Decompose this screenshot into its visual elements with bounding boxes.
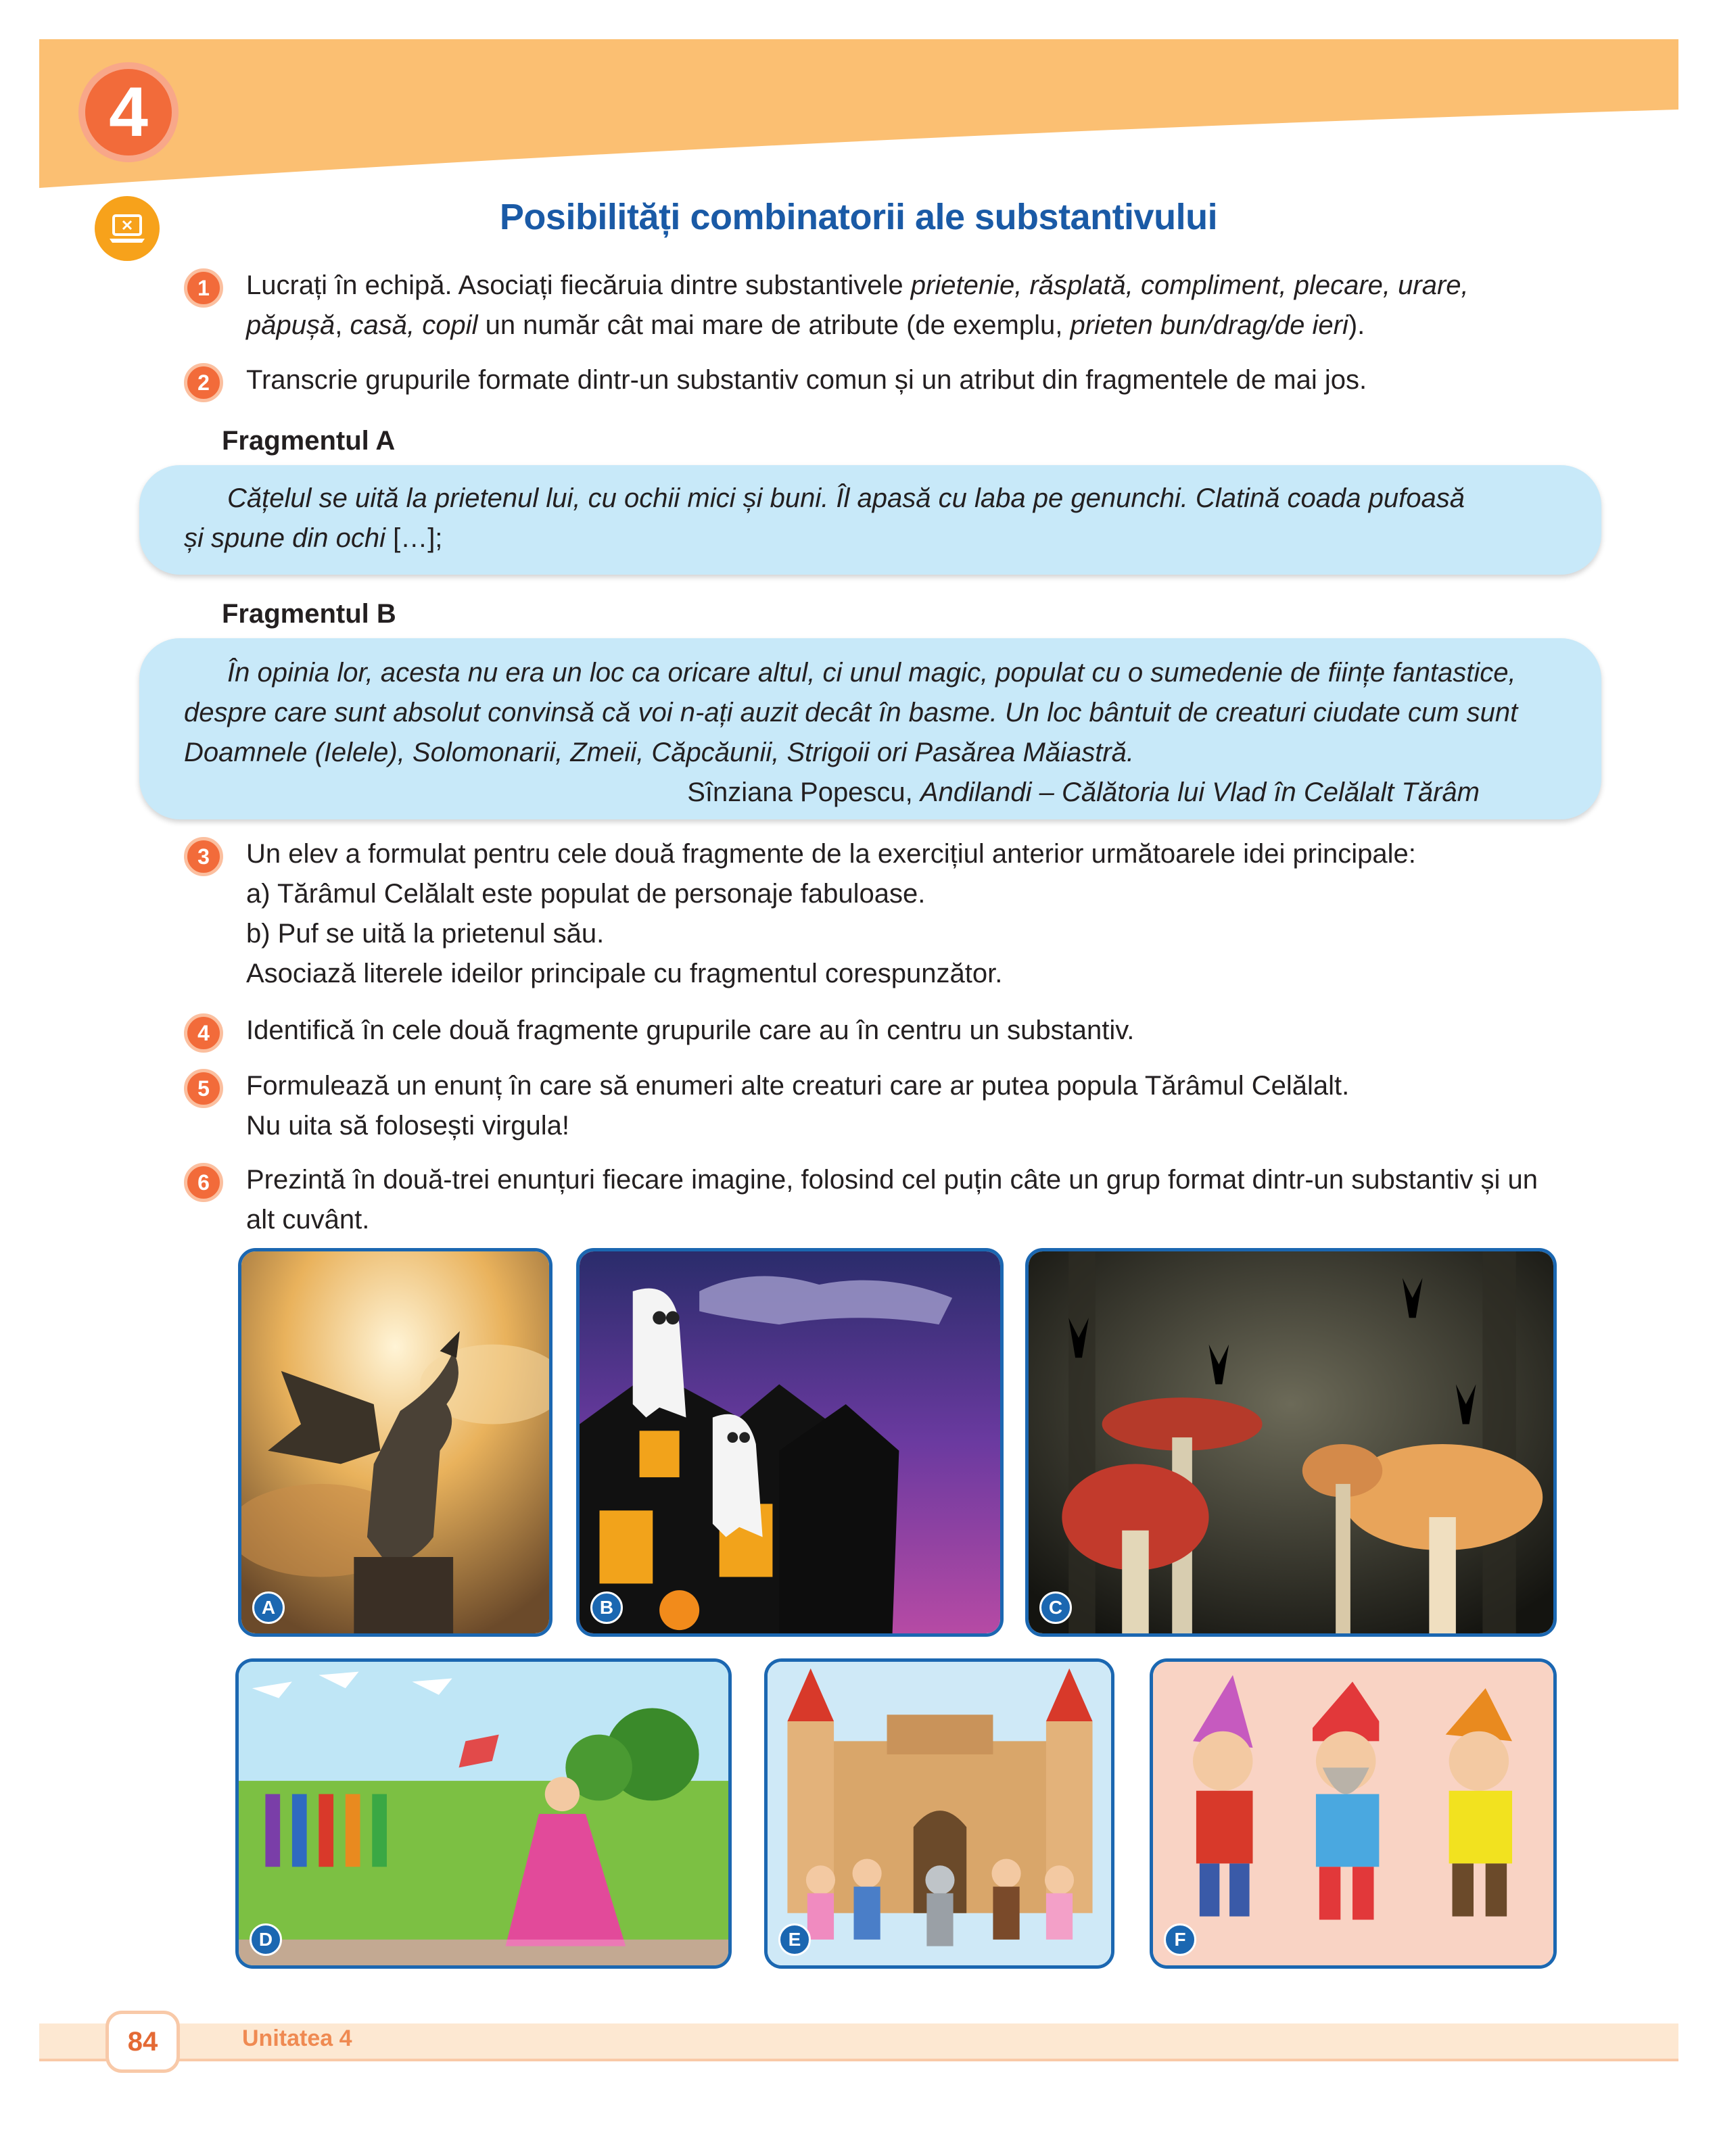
page-number: 84 <box>105 2011 180 2073</box>
exercise-number: 1 <box>184 268 223 308</box>
castle-icon <box>768 1662 1111 1965</box>
fragment-line: despre care sunt absolut convinsă că voi n-ați auzit decât în basme. Un loc bântuit de creaturi ciudate cum sunt <box>184 698 1518 727</box>
author: Sînziana Popescu, <box>687 777 920 807</box>
fragment-line: În opinia lor, acesta nu era un loc ca oricare altul, ci unul magic, populat cu o sumedenie de ființe fantastice, <box>227 658 1516 688</box>
text-run: prietenie, răsplată, compliment, plecare, urare, păpușă <box>246 270 1469 340</box>
text-run: casă, copil <box>350 310 478 340</box>
picture-a[interactable] <box>238 1248 552 1637</box>
work-title: Andilandi – Călătoria lui Vlad în Celălalt Tărâm <box>920 777 1480 807</box>
exercise-text <box>246 266 1570 345</box>
exercise-4 <box>191 1011 1570 1051</box>
text-line: b) Puf se uită la prietenul său. <box>246 919 605 949</box>
fragment-a-box <box>139 465 1601 575</box>
unit-number-badge <box>78 62 179 162</box>
fragment-b-box <box>139 638 1601 819</box>
exercise-6 <box>191 1160 1570 1240</box>
picture-letter: B <box>590 1591 623 1624</box>
picture-letter: C <box>1039 1591 1072 1624</box>
fragment-b-label: Fragmentul B <box>222 599 396 629</box>
text-run: ). <box>1348 310 1365 340</box>
unit-number: 4 <box>109 73 148 151</box>
text-run: și spune din ochi <box>184 523 385 553</box>
exercise-2 <box>191 360 1570 400</box>
exercise-3 <box>191 834 1570 994</box>
picture-letter: E <box>778 1923 811 1956</box>
exercise-text: Identifică în cele două fragmente grupurile care au în centru un substantiv. <box>246 1015 1135 1045</box>
picture-letter: F <box>1164 1923 1196 1956</box>
text-run: […]; <box>385 523 443 553</box>
fairy-icon <box>1029 1251 1553 1633</box>
fairy-tale-scene-icon <box>239 1662 728 1965</box>
exercise-1 <box>191 266 1570 345</box>
fragment-source <box>184 773 1561 813</box>
picture-d[interactable] <box>235 1658 732 1969</box>
picture-letter: D <box>250 1923 282 1956</box>
text-line: Asociază literele ideilor principale cu fragmentul corespunzător. <box>246 959 1003 988</box>
fragment-line: Doamnele (Ielele), Solomonarii, Zmeii, Căpcăunii, Strigoii ori Pasărea Măiastră. <box>184 738 1135 767</box>
exercise-text <box>246 1066 1570 1146</box>
footer-unit-label: Unitatea 4 <box>242 2026 352 2051</box>
text-line: Formulează un enunț în care să enumeri alte creaturi care ar putea popula Tărâmul Celălalt. <box>246 1071 1350 1101</box>
fragment-line: Cățelul se uită la prietenul lui, cu ochii mici și buni. Îl apasă cu laba pe genunchi. Clatină coada pufoasă <box>227 483 1465 513</box>
text-line: Un elev a formulat pentru cele două fragmente de la exercițiul anterior următoarele idei principale: <box>246 839 1416 869</box>
picture-b[interactable] <box>576 1248 1004 1637</box>
picture-f[interactable] <box>1150 1658 1557 1969</box>
picture-letter: A <box>252 1591 285 1624</box>
dragon-icon <box>241 1251 549 1633</box>
ghost-icon <box>580 1251 1000 1633</box>
text-line: Nu uita să folosești virgula! <box>246 1111 570 1141</box>
text-run: Lucrați în echipă. Asociați fiecăruia dintre substantivele <box>246 270 911 300</box>
picture-e[interactable] <box>764 1658 1114 1969</box>
dwarf-icon <box>1153 1662 1553 1965</box>
exercise-text: Prezintă în două-trei enunțuri fiecare imagine, folosind cel puțin câte un grup format dintr-un substantiv și un alt cuvânt. <box>246 1165 1538 1235</box>
exercise-5 <box>191 1066 1570 1146</box>
exercise-number: 4 <box>184 1013 223 1053</box>
text-run: , <box>335 310 350 340</box>
exercise-number: 2 <box>184 363 223 402</box>
header-banner <box>39 39 1678 188</box>
exercise-text: Transcrie grupurile formate dintr-un substantiv comun și un atribut din fragmentele de mai jos. <box>246 365 1367 395</box>
text-run: prieten bun/drag/de ieri <box>1070 310 1348 340</box>
exercise-number: 6 <box>184 1163 223 1202</box>
exercise-number: 5 <box>184 1069 223 1108</box>
exercise-number: 3 <box>184 837 223 876</box>
text-line: a) Tărâmul Celălalt este populat de personaje fabuloase. <box>246 879 926 909</box>
fragment-line <box>184 519 1561 558</box>
exercise-text <box>246 834 1570 994</box>
text-run: un număr cât mai mare de atribute (de exemplu, <box>477 310 1071 340</box>
page-title: Posibilități combinatorii ale substantivului <box>499 197 1218 237</box>
picture-c[interactable] <box>1025 1248 1557 1637</box>
fragment-a-label: Fragmentul A <box>222 426 396 456</box>
